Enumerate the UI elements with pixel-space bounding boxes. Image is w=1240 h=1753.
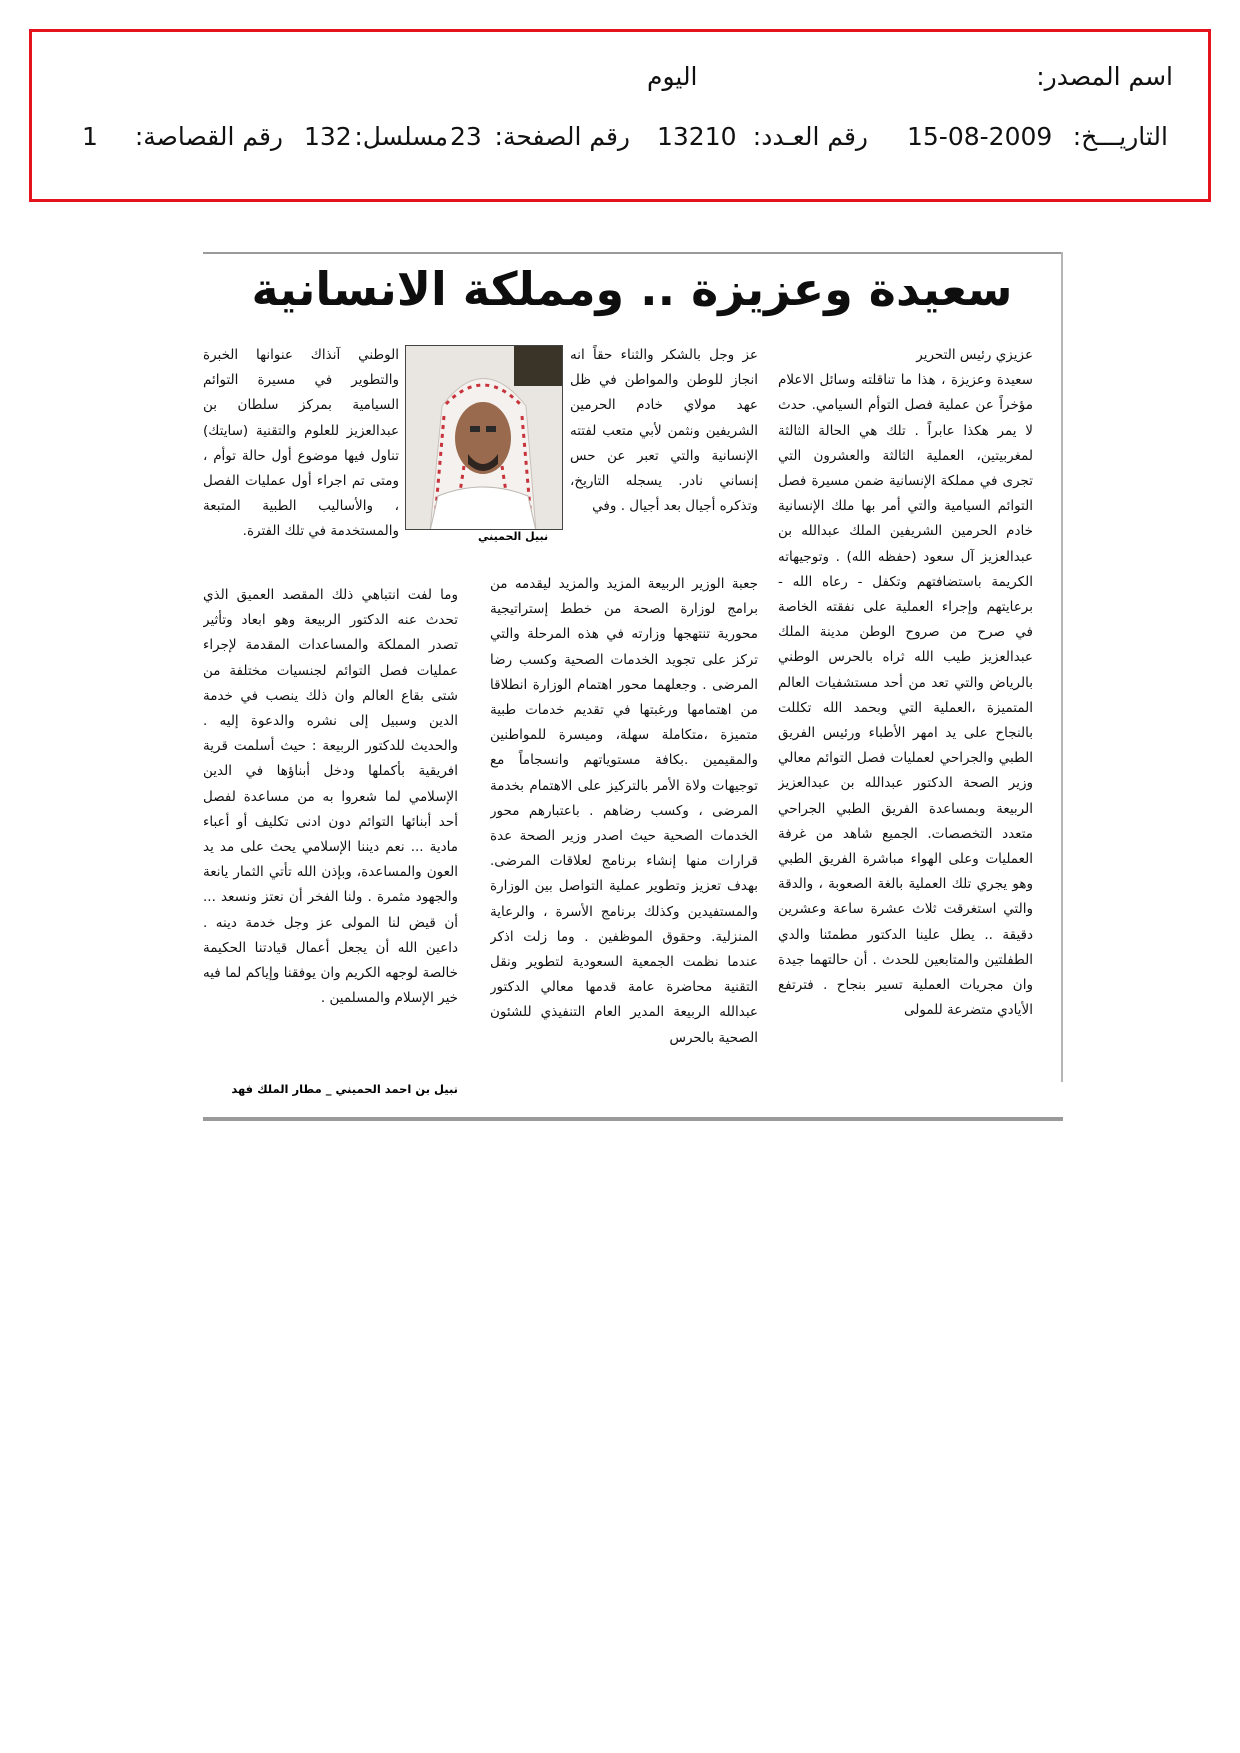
issue-value: 13210 xyxy=(657,122,737,151)
column-2-text: جعبة الوزير الربيعة المزيد والمزيد ليقدمه من برامج لوزارة الصحة من خطط إستراتيجية محورية تنتهجها وزارته في هذه المرحلة والتي تركز على تجويد الخدمات الصحية وكسب رضا المرضى . وجعلهما محور اهتمام الوزارة انطلاقا من اهتمامها ورغبتها في تقديم خدمات طبية متميزة ،متكاملة سهلة، وميسرة للمواطنين والمقيمين .بكافة مستوياتهم وانسجاماً مع توجيهات ولاة الأمر بالتركيز على الاهتمام بخدمة المرضى ، وكسب رضاهم . باعتبارهم محور الخدمات الصحية حيث اصدر وزير الصحة عدة قرارات منها إنشاء برنامج لعلاقات المرضى. بهدف تعزيز وتطوير عملية التواصل بين الوزارة والمستفيدين وكذلك برنامج الأسرة ، والرعاية المنزلية. وحقوق الموظفين . وما زلت اذكر عندما نظمت الجمعية السعودية لتطوير ونقل التقنية محاضرة عامة قدمها معالي الدكتور عبدالله الربيعة المدير العام التنفيذي للشئون الصحية بالحرس xyxy=(490,576,758,1046)
clipping-info-box xyxy=(29,29,1211,202)
article-column-2-top xyxy=(570,343,758,573)
column-3-text: وما لفت انتباهي ذلك المقصد العميق الذي تحدث عنه الدكتور الربيعة وهو ابعاد وتأثير تصدر المملكة والمساعدات المقدمة لإجراء عمليات فصل التوائم لجنسيات مختلفة من شتى بقاع العالم وان ذلك ينصب في خدمة الدين وسبيل إلى نشره والدعوة إليه . والحديث للدكتور الربيعة : حيث أسلمت قرية افريقية بأكملها ودخل أبناؤها في الدين الإسلامي لما شعروا به من مساعدة لفصل أحد أبنائها التوائم دون ادنى تكليف أو أعباء مادية ... نعم ديننا الإسلامي يحث على مد يد العون والمساعدة، وبإذن الله تأتي الثمار يانعة والجهود مثمرة . ولنا الفخر أن نعتز ونسعد ... أن قيض لنا المولى عز وجل خدمة دينه . داعين الله أن يجعل أعمال قيادتنا الحكيمة خالصة لوجهه الكريم وان يوفقنا وإياكم لما فيه خير الإسلام والمسلمين . xyxy=(203,587,458,1007)
article-column-3 xyxy=(203,583,458,1073)
date-label: التاريـــخ: xyxy=(1072,122,1168,151)
clipping-side-rule xyxy=(1061,252,1063,1082)
serial-label: مسلسل: xyxy=(354,122,448,151)
article-column-3-top xyxy=(203,343,399,583)
clipping-bottom-rule xyxy=(203,1117,1063,1121)
date-value: 15-08-2009 xyxy=(907,122,1053,151)
author-photo-icon xyxy=(405,346,562,530)
serial-value: 132 xyxy=(304,122,352,151)
issue-label: رقم العـدد: xyxy=(752,122,868,151)
author-signature: نبيل بن احمد الحميني _ مطار الملك فهد xyxy=(231,1082,458,1096)
author-photo xyxy=(405,345,563,530)
column-2-top-text: عز وجل بالشكر والثناء حقاً انه انجاز للوطن والمواطن في ظل عهد مولاي خادم الحرمين الشريفين ونثمن لأبي متعب لفتته الإنسانية والتي تعبر عن حس إنساني نادر. يسجله التاريخ، وتذكره أجيال بعد أجيال . وفي xyxy=(570,347,758,515)
salutation: عزيزي رئيس التحرير xyxy=(916,347,1033,363)
column-1-text: سعيدة وعزيزة ، هذا ما تناقلته وسائل الاعلام مؤخراً عن عملية فصل التوأم السيامي. حدث لا يمر هكذا عابراً . تلك هي الحالة الثالثة لمغربيتين، العملية الثالثة والعشرون التي تجرى في مملكة الإنسانية ضمن مسيرة فصل التوائم السيامية والتي أمر بها ملك الإنسانية خادم الحرمين الشريفين الملك عبدالله بن عبدالعزيز آل سعود (حفظه الله) . وتوجيهاته الكريمة باستضافتهم وتكفل - رعاه الله - برعايتهم وإجراء العملية على نفقته الخاصة في صرح من صروح الوطن مدينة الملك عبدالعزيز طيب الله ثراه بالحرس الوطني بالرياض والتي تعد من أحد مستشفيات العالم المتميزة ،العملية التي وبحمد الله تكللت بالنجاح على يد امهر الأطباء ورئيس الفريق الطبي والجراحي لعمليات فصل التوائم معالي وزير الصحة الدكتور عبدالله بن عبدالعزيز الربيعة وبمساعدة الفريق الطبي الجراحي متعدد التخصصات. الجميع شاهد من غرفة العمليات وعلى الهواء مباشرة الفريق الطبي وهو يجري تلك العملية بالغة الصعوبة ، والدقة والتي استغرقت ثلاث عشرة ساعة وعشرين دقيقة .. يطل علينا الدكتور مطمئنا والدي الطفلتين والمتابعين للحدث . أن حالتهما جيدة وان مجريات العملية تسير بنجاح . فترتفع الأيادي متضرعة للمولى xyxy=(778,372,1033,1019)
page-value: 23 xyxy=(450,122,482,151)
clip-value: 1 xyxy=(82,122,98,151)
article-headline: سعيدة وعزيزة .. ومملكة الانسانية xyxy=(251,262,1013,316)
page-label: رقم الصفحة: xyxy=(494,122,630,151)
column-3-top-text: الوطني آنذاك عنوانها الخبرة والتطوير في مسيرة التوائم السيامية بمركز سلطان بن عبدالعزيز للعلوم والتقنية (سايتك) تناول فيها موضوع أول حالة توأم ، ومتى تم اجراء أول عمليات الفصل ، والأساليب الطبية المتبعة والمستخدمة في تلك الفترة. xyxy=(203,347,399,540)
clip-label: رقم القصاصة: xyxy=(134,122,283,151)
article-column-2 xyxy=(490,572,758,1125)
article-column-1 xyxy=(778,343,1033,1125)
photo-caption: نبيل الحميني xyxy=(478,530,549,543)
source-label: اسم المصدر: xyxy=(1036,62,1173,91)
source-value: اليوم xyxy=(647,62,698,91)
clipping-top-rule xyxy=(203,252,1063,254)
